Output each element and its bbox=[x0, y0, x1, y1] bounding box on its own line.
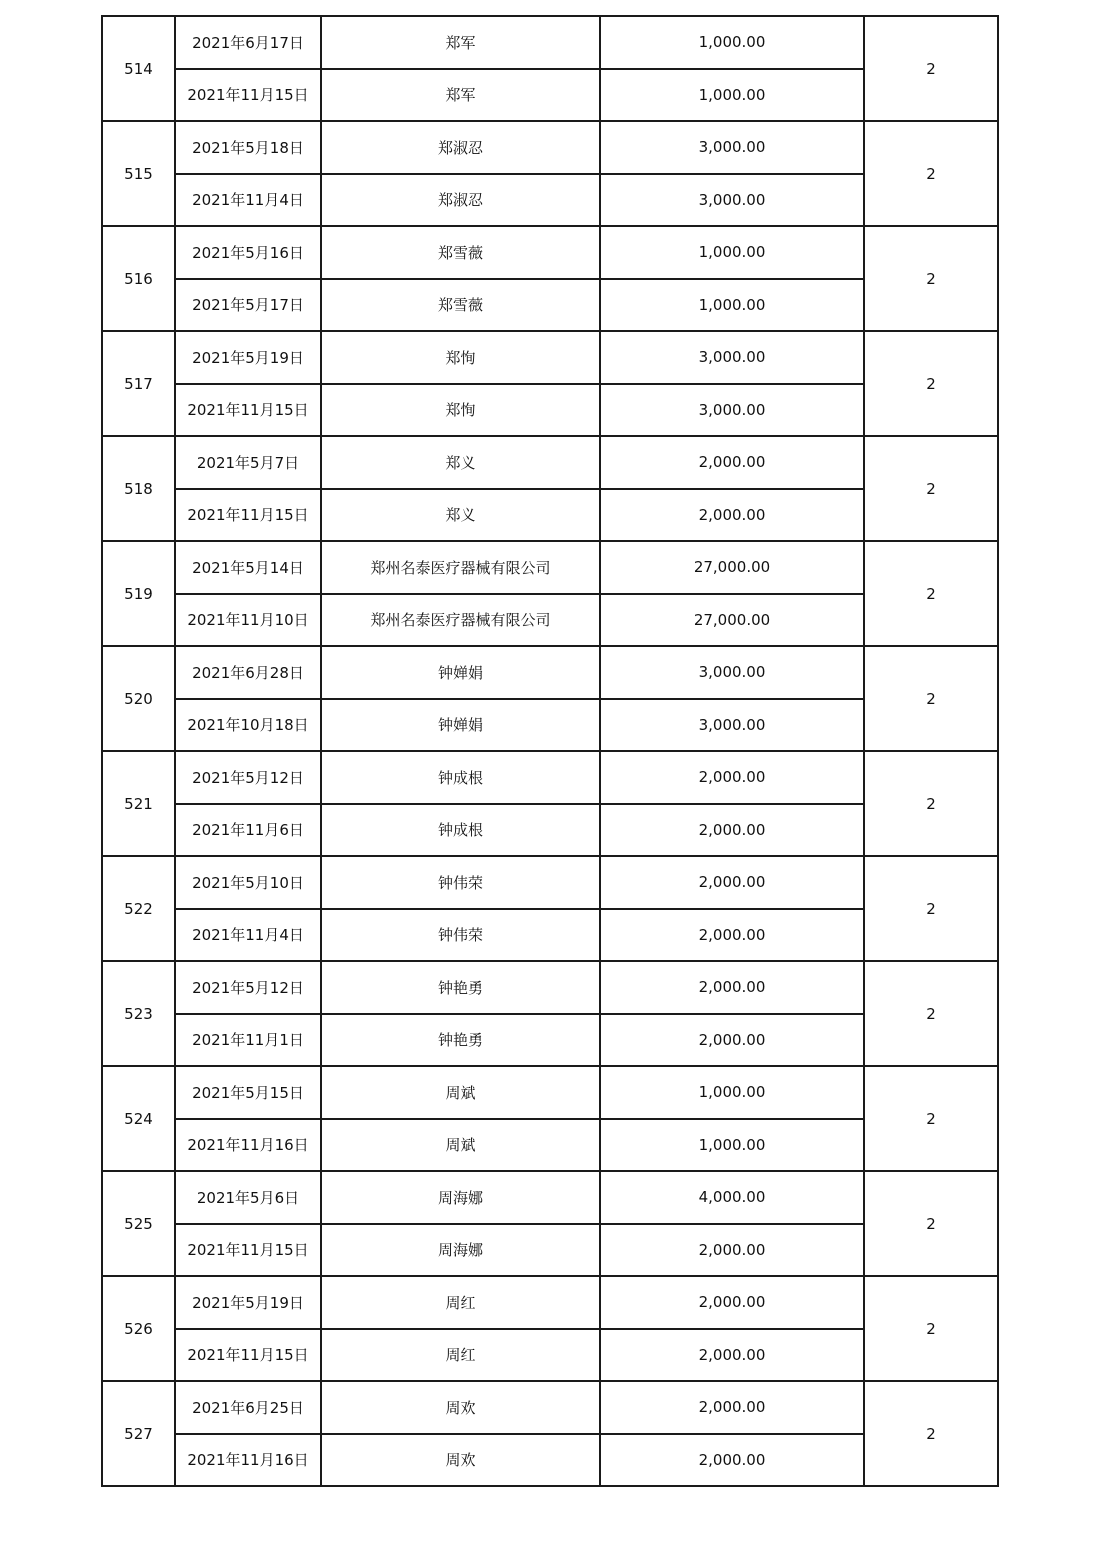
entry-date: 2021年11月6日 bbox=[175, 804, 321, 857]
entry-date: 2021年11月1日 bbox=[175, 1014, 321, 1067]
donor-name: 周海娜 bbox=[321, 1224, 600, 1277]
donor-name: 周欢 bbox=[321, 1381, 600, 1434]
entry-count: 2 bbox=[864, 1276, 998, 1381]
entry-count: 2 bbox=[864, 436, 998, 541]
entry-date: 2021年11月10日 bbox=[175, 594, 321, 647]
table-row bbox=[102, 384, 998, 437]
donor-name: 周斌 bbox=[321, 1119, 600, 1172]
table-row bbox=[102, 1276, 998, 1329]
donation-amount: 3,000.00 bbox=[600, 646, 864, 699]
entry-date: 2021年11月15日 bbox=[175, 489, 321, 542]
entry-count: 2 bbox=[864, 751, 998, 856]
entry-date: 2021年5月14日 bbox=[175, 541, 321, 594]
entry-count: 2 bbox=[864, 121, 998, 226]
table-row bbox=[102, 699, 998, 752]
entry-date: 2021年6月28日 bbox=[175, 646, 321, 699]
entry-count: 2 bbox=[864, 1171, 998, 1276]
donor-name: 郑雪薇 bbox=[321, 226, 600, 279]
entry-date: 2021年6月17日 bbox=[175, 16, 321, 69]
entry-date: 2021年6月25日 bbox=[175, 1381, 321, 1434]
donor-name: 郑淑忍 bbox=[321, 121, 600, 174]
donation-amount: 3,000.00 bbox=[600, 174, 864, 227]
donor-name: 周海娜 bbox=[321, 1171, 600, 1224]
entry-count: 2 bbox=[864, 646, 998, 751]
donor-name: 郑雪薇 bbox=[321, 279, 600, 332]
donation-amount: 1,000.00 bbox=[600, 1119, 864, 1172]
table-row bbox=[102, 646, 998, 699]
donation-amount: 2,000.00 bbox=[600, 436, 864, 489]
table-row bbox=[102, 279, 998, 332]
entry-date: 2021年5月6日 bbox=[175, 1171, 321, 1224]
donor-name: 周红 bbox=[321, 1276, 600, 1329]
entry-date: 2021年11月4日 bbox=[175, 909, 321, 962]
entry-date: 2021年11月15日 bbox=[175, 1224, 321, 1277]
table-row bbox=[102, 1014, 998, 1067]
table-row bbox=[102, 174, 998, 227]
donor-name: 钟伟荣 bbox=[321, 909, 600, 962]
table-row bbox=[102, 751, 998, 804]
entry-date: 2021年5月18日 bbox=[175, 121, 321, 174]
table-row bbox=[102, 1171, 998, 1224]
donor-name: 钟成根 bbox=[321, 751, 600, 804]
record-number: 515 bbox=[102, 121, 175, 226]
donation-amount: 2,000.00 bbox=[600, 909, 864, 962]
table-row bbox=[102, 69, 998, 122]
donation-amount: 3,000.00 bbox=[600, 121, 864, 174]
entry-date: 2021年5月12日 bbox=[175, 751, 321, 804]
donation-amount: 4,000.00 bbox=[600, 1171, 864, 1224]
donation-amount: 2,000.00 bbox=[600, 1434, 864, 1487]
table-row bbox=[102, 961, 998, 1014]
donor-name: 郑州名泰医疗器械有限公司 bbox=[321, 541, 600, 594]
entry-date: 2021年5月19日 bbox=[175, 331, 321, 384]
entry-date: 2021年5月15日 bbox=[175, 1066, 321, 1119]
donor-name: 郑军 bbox=[321, 69, 600, 122]
record-number: 523 bbox=[102, 961, 175, 1066]
donation-amount: 2,000.00 bbox=[600, 489, 864, 542]
table-row bbox=[102, 436, 998, 489]
record-number: 527 bbox=[102, 1381, 175, 1486]
table-row bbox=[102, 1119, 998, 1172]
donor-name: 周欢 bbox=[321, 1434, 600, 1487]
entry-count: 2 bbox=[864, 1066, 998, 1171]
donation-amount: 2,000.00 bbox=[600, 856, 864, 909]
donation-amount: 27,000.00 bbox=[600, 541, 864, 594]
table-row bbox=[102, 1224, 998, 1277]
donor-name: 周斌 bbox=[321, 1066, 600, 1119]
table-row bbox=[102, 856, 998, 909]
entry-count: 2 bbox=[864, 961, 998, 1066]
donor-name: 郑义 bbox=[321, 436, 600, 489]
record-number: 525 bbox=[102, 1171, 175, 1276]
entry-date: 2021年10月18日 bbox=[175, 699, 321, 752]
entry-date: 2021年5月12日 bbox=[175, 961, 321, 1014]
record-number: 518 bbox=[102, 436, 175, 541]
donor-name: 钟婵娟 bbox=[321, 699, 600, 752]
entry-date: 2021年11月16日 bbox=[175, 1434, 321, 1487]
record-number: 520 bbox=[102, 646, 175, 751]
table-row bbox=[102, 1381, 998, 1434]
record-number: 514 bbox=[102, 16, 175, 121]
record-number: 516 bbox=[102, 226, 175, 331]
donation-amount: 2,000.00 bbox=[600, 1329, 864, 1382]
donor-name: 周红 bbox=[321, 1329, 600, 1382]
donation-amount: 2,000.00 bbox=[600, 804, 864, 857]
donation-amount: 1,000.00 bbox=[600, 16, 864, 69]
table-row bbox=[102, 1066, 998, 1119]
donor-name: 钟艳勇 bbox=[321, 1014, 600, 1067]
donation-amount: 3,000.00 bbox=[600, 384, 864, 437]
record-number: 519 bbox=[102, 541, 175, 646]
entry-date: 2021年11月15日 bbox=[175, 384, 321, 437]
table-row bbox=[102, 909, 998, 962]
entry-count: 2 bbox=[864, 331, 998, 436]
donor-name: 郑州名泰医疗器械有限公司 bbox=[321, 594, 600, 647]
donor-name: 钟婵娟 bbox=[321, 646, 600, 699]
entry-date: 2021年5月17日 bbox=[175, 279, 321, 332]
entry-date: 2021年11月15日 bbox=[175, 1329, 321, 1382]
entry-count: 2 bbox=[864, 226, 998, 331]
donation-amount: 2,000.00 bbox=[600, 1276, 864, 1329]
entry-date: 2021年5月7日 bbox=[175, 436, 321, 489]
entry-date: 2021年11月4日 bbox=[175, 174, 321, 227]
donor-name: 钟伟荣 bbox=[321, 856, 600, 909]
table-row bbox=[102, 226, 998, 279]
donor-name: 郑军 bbox=[321, 16, 600, 69]
donation-table bbox=[101, 15, 999, 1487]
table-row bbox=[102, 1329, 998, 1382]
table-row bbox=[102, 489, 998, 542]
donation-amount: 2,000.00 bbox=[600, 1224, 864, 1277]
record-number: 524 bbox=[102, 1066, 175, 1171]
donor-name: 郑淑忍 bbox=[321, 174, 600, 227]
donor-name: 钟艳勇 bbox=[321, 961, 600, 1014]
table-row bbox=[102, 804, 998, 857]
donation-amount: 2,000.00 bbox=[600, 1381, 864, 1434]
donor-name: 钟成根 bbox=[321, 804, 600, 857]
donation-amount: 1,000.00 bbox=[600, 226, 864, 279]
donation-amount: 2,000.00 bbox=[600, 961, 864, 1014]
record-number: 517 bbox=[102, 331, 175, 436]
entry-count: 2 bbox=[864, 16, 998, 121]
donor-name: 郑义 bbox=[321, 489, 600, 542]
donor-name: 郑恂 bbox=[321, 331, 600, 384]
donation-amount: 3,000.00 bbox=[600, 699, 864, 752]
entry-date: 2021年5月19日 bbox=[175, 1276, 321, 1329]
donation-amount: 1,000.00 bbox=[600, 1066, 864, 1119]
table-row bbox=[102, 331, 998, 384]
table-row bbox=[102, 594, 998, 647]
donor-name: 郑恂 bbox=[321, 384, 600, 437]
entry-date: 2021年11月15日 bbox=[175, 69, 321, 122]
donation-amount: 1,000.00 bbox=[600, 69, 864, 122]
entry-date: 2021年5月10日 bbox=[175, 856, 321, 909]
record-number: 522 bbox=[102, 856, 175, 961]
table-row bbox=[102, 121, 998, 174]
donation-amount: 3,000.00 bbox=[600, 331, 864, 384]
donation-amount: 2,000.00 bbox=[600, 751, 864, 804]
table-row bbox=[102, 16, 998, 69]
record-number: 526 bbox=[102, 1276, 175, 1381]
donation-amount: 27,000.00 bbox=[600, 594, 864, 647]
entry-date: 2021年11月16日 bbox=[175, 1119, 321, 1172]
entry-count: 2 bbox=[864, 1381, 998, 1486]
table-row bbox=[102, 1434, 998, 1487]
donation-amount: 1,000.00 bbox=[600, 279, 864, 332]
table-row bbox=[102, 541, 998, 594]
entry-count: 2 bbox=[864, 541, 998, 646]
record-number: 521 bbox=[102, 751, 175, 856]
table-body bbox=[102, 16, 998, 1486]
entry-count: 2 bbox=[864, 856, 998, 961]
entry-date: 2021年5月16日 bbox=[175, 226, 321, 279]
donation-amount: 2,000.00 bbox=[600, 1014, 864, 1067]
